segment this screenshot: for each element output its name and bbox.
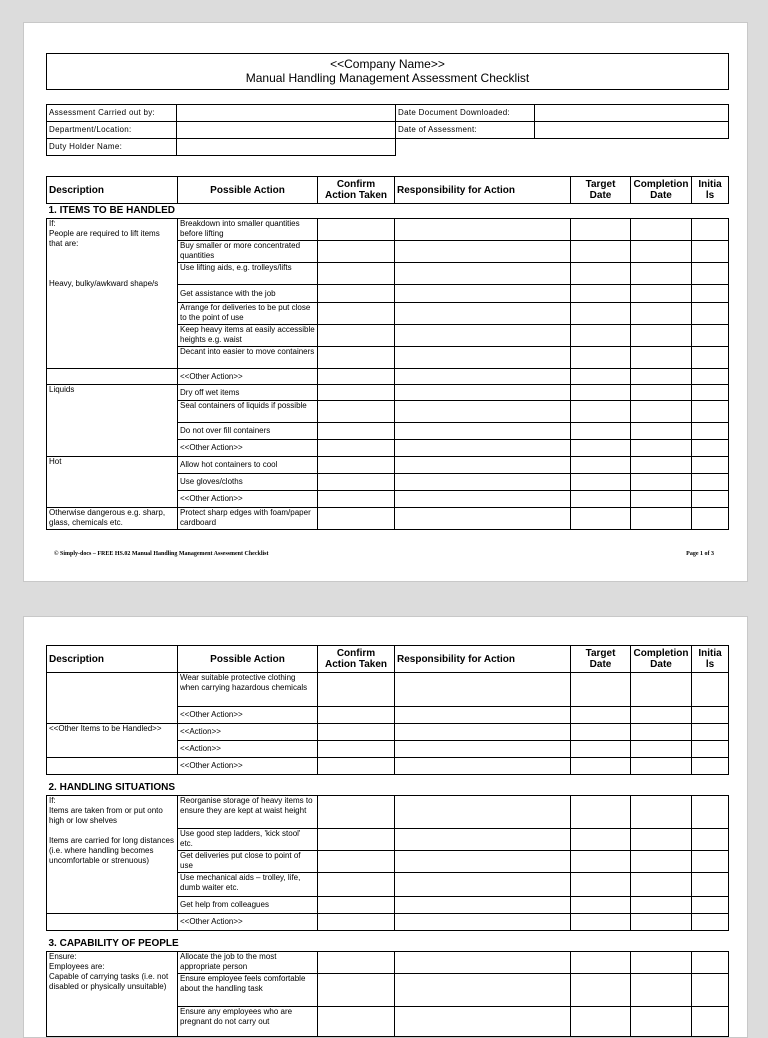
- initials-field[interactable]: [692, 285, 729, 303]
- responsibility-field[interactable]: [395, 423, 571, 440]
- initials-field[interactable]: [692, 401, 729, 423]
- assessment-info-table: [46, 104, 729, 156]
- target-date-field[interactable]: [571, 974, 631, 1007]
- action-cell: Get deliveries put close to point of use: [178, 851, 318, 873]
- col-responsibility: Responsibility for Action: [395, 177, 571, 204]
- target-date-field[interactable]: [571, 440, 631, 457]
- completion-date-field[interactable]: [631, 241, 692, 263]
- completion-date-field[interactable]: [631, 325, 692, 347]
- confirm-field[interactable]: [318, 440, 395, 457]
- initials-field[interactable]: [692, 796, 729, 829]
- description-cell: Ensure: Employees are: Capable of carrying tasks (i.e. not disabled or physically unsuitable): [47, 952, 178, 1037]
- description-cell: Otherwise dangerous e.g. sharp, glass, chemicals etc.: [47, 508, 178, 530]
- action-cell: Wear suitable protective clothing when carrying hazardous chemicals: [178, 673, 318, 707]
- responsibility-field[interactable]: [395, 440, 571, 457]
- action-cell: <<Other Action>>: [178, 914, 318, 931]
- action-cell: Seal containers of liquids if possible: [178, 401, 318, 423]
- col-target-date: Target Date: [571, 646, 631, 673]
- col-completion-date: Completion Date: [631, 646, 692, 673]
- responsibility-field[interactable]: [395, 347, 571, 369]
- initials-field[interactable]: [692, 673, 729, 707]
- page-footer: [54, 551, 714, 557]
- col-responsibility: Responsibility for Action: [395, 646, 571, 673]
- responsibility-field[interactable]: [395, 385, 571, 401]
- initials-field[interactable]: [692, 325, 729, 347]
- initials-field[interactable]: [692, 952, 729, 974]
- completion-date-field[interactable]: [631, 758, 692, 775]
- initials-field[interactable]: [692, 741, 729, 758]
- confirm-field[interactable]: [318, 423, 395, 440]
- col-description: Description: [47, 177, 178, 204]
- target-date-field[interactable]: [571, 385, 631, 401]
- target-date-field[interactable]: [571, 457, 631, 474]
- completion-date-field[interactable]: [631, 457, 692, 474]
- responsibility-field[interactable]: [395, 491, 571, 508]
- initials-field[interactable]: [692, 508, 729, 530]
- responsibility-field[interactable]: [395, 285, 571, 303]
- duty-holder-label: Duty Holder Name:: [47, 139, 177, 156]
- completion-date-field[interactable]: [631, 1007, 692, 1037]
- responsibility-field[interactable]: [395, 952, 571, 974]
- target-date-field[interactable]: [571, 401, 631, 423]
- department-field[interactable]: [177, 122, 396, 139]
- date-assessment-label: Date of Assessment:: [396, 122, 535, 139]
- target-date-field[interactable]: [571, 914, 631, 931]
- action-cell: Decant into easier to move containers: [178, 347, 318, 369]
- action-cell: Breakdown into smaller quantities before lifting: [178, 219, 318, 241]
- target-date-field[interactable]: [571, 1007, 631, 1037]
- assessed-by-label: Assessment Carried out by:: [47, 105, 177, 122]
- confirm-field[interactable]: [318, 219, 395, 241]
- responsibility-field[interactable]: [395, 303, 571, 325]
- completion-date-field[interactable]: [631, 829, 692, 851]
- confirm-field[interactable]: [318, 241, 395, 263]
- initials-field[interactable]: [692, 369, 729, 385]
- completion-date-field[interactable]: [631, 491, 692, 508]
- target-date-field[interactable]: [571, 851, 631, 873]
- completion-date-field[interactable]: [631, 508, 692, 530]
- document-title: Manual Handling Management Assessment Checklist: [245, 71, 530, 85]
- action-cell: Use mechanical aids – trolley, life, dumb waiter etc.: [178, 873, 318, 897]
- description-cell: If: People are required to lift items that are: Heavy, bulky/awkward shape/s: [47, 219, 178, 369]
- action-cell: Keep heavy items at easily accessible heights e.g. waist: [178, 325, 318, 347]
- responsibility-field[interactable]: [395, 829, 571, 851]
- initials-field[interactable]: [692, 758, 729, 775]
- confirm-field[interactable]: [318, 303, 395, 325]
- section-heading: 1. ITEMS TO BE HANDLED: [47, 204, 729, 219]
- action-cell: <<Action>>: [178, 724, 318, 741]
- col-initials: Initia ls: [692, 177, 729, 204]
- confirm-field[interactable]: [318, 369, 395, 385]
- target-date-field[interactable]: [571, 491, 631, 508]
- initials-field[interactable]: [692, 724, 729, 741]
- target-date-field[interactable]: [571, 796, 631, 829]
- responsibility-field[interactable]: [395, 707, 571, 724]
- duty-holder-field[interactable]: [177, 139, 396, 156]
- confirm-field[interactable]: [318, 829, 395, 851]
- target-date-field[interactable]: [571, 303, 631, 325]
- action-cell: <<Action>>: [178, 741, 318, 758]
- target-date-field[interactable]: [571, 952, 631, 974]
- target-date-field[interactable]: [571, 508, 631, 530]
- responsibility-field[interactable]: [395, 325, 571, 347]
- completion-date-field[interactable]: [631, 347, 692, 369]
- action-cell: Allow hot containers to cool: [178, 457, 318, 474]
- target-date-field[interactable]: [571, 741, 631, 758]
- confirm-field[interactable]: [318, 491, 395, 508]
- target-date-field[interactable]: [571, 369, 631, 385]
- action-cell: <<Other Action>>: [178, 369, 318, 385]
- confirm-field[interactable]: [318, 385, 395, 401]
- action-cell: Do not over fill containers: [178, 423, 318, 440]
- action-cell: Allocate the job to the most appropriate person: [178, 952, 318, 974]
- confirm-field[interactable]: [318, 474, 395, 491]
- responsibility-field[interactable]: [395, 914, 571, 931]
- responsibility-field[interactable]: [395, 474, 571, 491]
- confirm-field[interactable]: [318, 873, 395, 897]
- target-date-field[interactable]: [571, 325, 631, 347]
- initials-field[interactable]: [692, 347, 729, 369]
- initials-field[interactable]: [692, 491, 729, 508]
- action-cell: Dry off wet items: [178, 385, 318, 401]
- initials-field[interactable]: [692, 851, 729, 873]
- action-cell: Use good step ladders, 'kick stool' etc.: [178, 829, 318, 851]
- col-completion-date: Completion Date: [631, 177, 692, 204]
- initials-field[interactable]: [692, 263, 729, 285]
- confirm-field[interactable]: [318, 952, 395, 974]
- confirm-field[interactable]: [318, 673, 395, 707]
- initials-field[interactable]: [692, 219, 729, 241]
- completion-date-field[interactable]: [631, 914, 692, 931]
- initials-field[interactable]: [692, 474, 729, 491]
- completion-date-field[interactable]: [631, 796, 692, 829]
- initials-field[interactable]: [692, 829, 729, 851]
- confirm-field[interactable]: [318, 974, 395, 1007]
- col-target-date: Target Date: [571, 177, 631, 204]
- action-cell: Reorganise storage of heavy items to ensure they are kept at waist height: [178, 796, 318, 829]
- responsibility-field[interactable]: [395, 724, 571, 741]
- initials-field[interactable]: [692, 974, 729, 1007]
- action-cell: Ensure employee feels comfortable about the handling task: [178, 974, 318, 1007]
- responsibility-field[interactable]: [395, 457, 571, 474]
- confirm-field[interactable]: [318, 707, 395, 724]
- target-date-field[interactable]: [571, 219, 631, 241]
- completion-date-field[interactable]: [631, 851, 692, 873]
- completion-date-field[interactable]: [631, 219, 692, 241]
- checklist-table-page-2: [46, 645, 729, 1037]
- action-cell: Get assistance with the job: [178, 285, 318, 303]
- initials-field[interactable]: [692, 303, 729, 325]
- completion-date-field[interactable]: [631, 440, 692, 457]
- responsibility-field[interactable]: [395, 263, 571, 285]
- responsibility-field[interactable]: [395, 851, 571, 873]
- confirm-field[interactable]: [318, 457, 395, 474]
- responsibility-field[interactable]: [395, 673, 571, 707]
- section-heading: 3. CAPABILITY OF PEOPLE: [47, 931, 729, 952]
- department-label: Department/Location:: [47, 122, 177, 139]
- description-cell: If: Items are taken from or put onto high or low shelves Items are carried for long distances (i.e. where handling becomes uncomfortable or strenuous): [47, 796, 178, 914]
- responsibility-field[interactable]: [395, 796, 571, 829]
- col-confirm: Confirm Action Taken: [318, 646, 395, 673]
- completion-date-field[interactable]: [631, 474, 692, 491]
- completion-date-field[interactable]: [631, 423, 692, 440]
- target-date-field[interactable]: [571, 285, 631, 303]
- action-cell: Ensure any employees who are pregnant do not carry out: [178, 1007, 318, 1037]
- completion-date-field[interactable]: [631, 741, 692, 758]
- col-initials: Initia ls: [692, 646, 729, 673]
- completion-date-field[interactable]: [631, 724, 692, 741]
- completion-date-field[interactable]: [631, 873, 692, 897]
- target-date-field[interactable]: [571, 758, 631, 775]
- action-cell: <<Other Action>>: [178, 707, 318, 724]
- completion-date-field[interactable]: [631, 369, 692, 385]
- completion-date-field[interactable]: [631, 707, 692, 724]
- responsibility-field[interactable]: [395, 241, 571, 263]
- completion-date-field[interactable]: [631, 263, 692, 285]
- completion-date-field[interactable]: [631, 952, 692, 974]
- initials-field[interactable]: [692, 707, 729, 724]
- confirm-field[interactable]: [318, 851, 395, 873]
- initials-field[interactable]: [692, 457, 729, 474]
- completion-date-field[interactable]: [631, 385, 692, 401]
- action-cell: <<Other Action>>: [178, 491, 318, 508]
- confirm-field[interactable]: [318, 508, 395, 530]
- responsibility-field[interactable]: [395, 401, 571, 423]
- page-number: Page 1 of 3: [686, 551, 714, 557]
- responsibility-field[interactable]: [395, 369, 571, 385]
- confirm-field[interactable]: [318, 263, 395, 285]
- responsibility-field[interactable]: [395, 873, 571, 897]
- target-date-field[interactable]: [571, 724, 631, 741]
- responsibility-field[interactable]: [395, 897, 571, 914]
- target-date-field[interactable]: [571, 707, 631, 724]
- target-date-field[interactable]: [571, 897, 631, 914]
- initials-field[interactable]: [692, 914, 729, 931]
- date-downloaded-label: Date Document Downloaded:: [396, 105, 535, 122]
- confirm-field[interactable]: [318, 741, 395, 758]
- description-cell: Hot: [47, 457, 178, 508]
- confirm-field[interactable]: [318, 1007, 395, 1037]
- initials-field[interactable]: [692, 897, 729, 914]
- target-date-field[interactable]: [571, 423, 631, 440]
- completion-date-field[interactable]: [631, 673, 692, 707]
- description-cell: Liquids: [47, 385, 178, 457]
- target-date-field[interactable]: [571, 474, 631, 491]
- col-description: Description: [47, 646, 178, 673]
- table-header: [47, 177, 729, 204]
- confirm-field[interactable]: [318, 796, 395, 829]
- responsibility-field[interactable]: [395, 1007, 571, 1037]
- confirm-field[interactable]: [318, 285, 395, 303]
- completion-date-field[interactable]: [631, 897, 692, 914]
- responsibility-field[interactable]: [395, 508, 571, 530]
- company-name: <<Company Name>>: [330, 57, 445, 71]
- confirm-field[interactable]: [318, 401, 395, 423]
- confirm-field[interactable]: [318, 897, 395, 914]
- confirm-field[interactable]: [318, 724, 395, 741]
- completion-date-field[interactable]: [631, 401, 692, 423]
- col-possible-action: Possible Action: [178, 646, 318, 673]
- checklist-table-page-1: [46, 176, 729, 530]
- confirm-field[interactable]: [318, 347, 395, 369]
- assessed-by-field[interactable]: [177, 105, 396, 122]
- action-cell: Buy smaller or more concentrated quantities: [178, 241, 318, 263]
- target-date-field[interactable]: [571, 263, 631, 285]
- section-heading: 2. HANDLING SITUATIONS: [47, 775, 729, 796]
- completion-date-field[interactable]: [631, 303, 692, 325]
- confirm-field[interactable]: [318, 914, 395, 931]
- confirm-field[interactable]: [318, 325, 395, 347]
- target-date-field[interactable]: [571, 347, 631, 369]
- date-assessment-field[interactable]: [535, 122, 729, 139]
- col-confirm: Confirm Action Taken: [318, 177, 395, 204]
- action-cell: <<Other Action>>: [178, 440, 318, 457]
- col-possible-action: Possible Action: [178, 177, 318, 204]
- date-downloaded-field[interactable]: [535, 105, 729, 122]
- responsibility-field[interactable]: [395, 974, 571, 1007]
- completion-date-field[interactable]: [631, 974, 692, 1007]
- action-cell: Use gloves/cloths: [178, 474, 318, 491]
- target-date-field[interactable]: [571, 829, 631, 851]
- action-cell: Arrange for deliveries to be put close to the point of use: [178, 303, 318, 325]
- action-cell: Use lifting aids, e.g. trolleys/lifts: [178, 263, 318, 285]
- action-cell: Get help from colleagues: [178, 897, 318, 914]
- table-header: [47, 646, 729, 673]
- initials-field[interactable]: [692, 385, 729, 401]
- responsibility-field[interactable]: [395, 758, 571, 775]
- target-date-field[interactable]: [571, 673, 631, 707]
- action-cell: <<Other Action>>: [178, 758, 318, 775]
- description-cell: <<Other Items to be Handled>>: [47, 724, 178, 758]
- footer-copyright: © Simply-docs – FREE HS.02 Manual Handling Management Assessment Checklist: [54, 551, 269, 557]
- confirm-field[interactable]: [318, 758, 395, 775]
- initials-field[interactable]: [692, 440, 729, 457]
- document-page-2: [23, 616, 748, 1038]
- completion-date-field[interactable]: [631, 285, 692, 303]
- action-cell: Protect sharp edges with foam/paper cardboard: [178, 508, 318, 530]
- target-date-field[interactable]: [571, 241, 631, 263]
- target-date-field[interactable]: [571, 873, 631, 897]
- initials-field[interactable]: [692, 241, 729, 263]
- title-box: [46, 53, 729, 90]
- responsibility-field[interactable]: [395, 219, 571, 241]
- responsibility-field[interactable]: [395, 741, 571, 758]
- initials-field[interactable]: [692, 423, 729, 440]
- document-page-1: [23, 22, 748, 582]
- initials-field[interactable]: [692, 873, 729, 897]
- initials-field[interactable]: [692, 1007, 729, 1037]
